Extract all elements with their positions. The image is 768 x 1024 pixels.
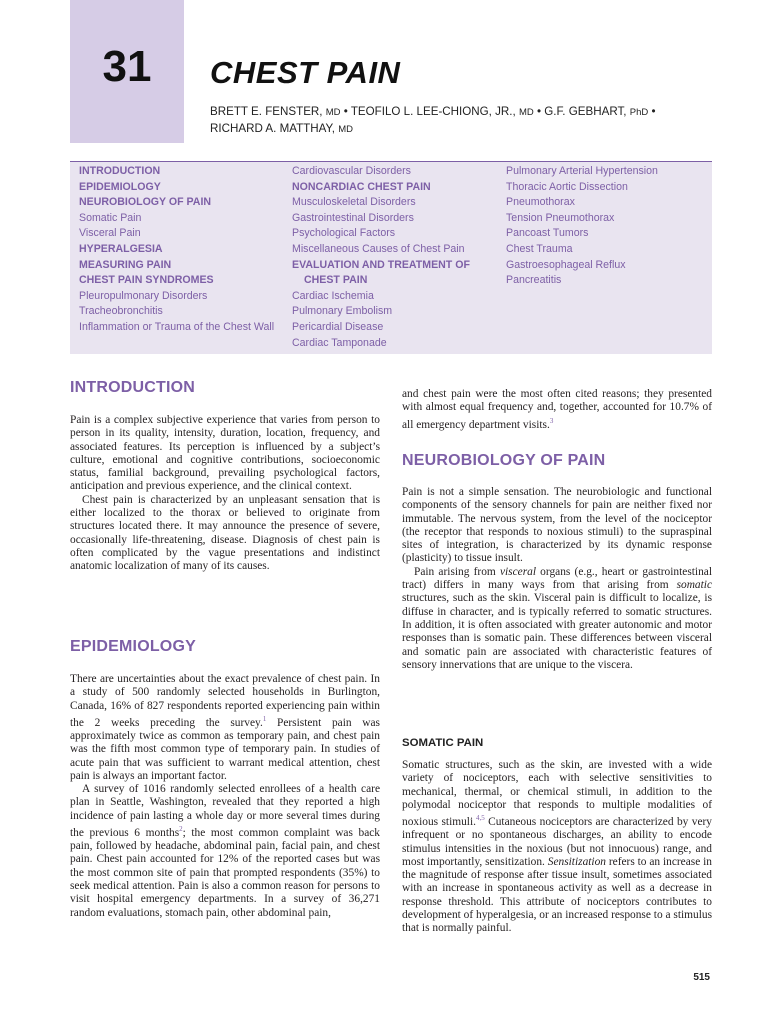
outline-item[interactable]: Thoracic Aortic Dissection [506, 180, 628, 193]
chapter-number-box [70, 0, 184, 143]
outline-item[interactable]: INTRODUCTION [79, 165, 161, 177]
citation-ref[interactable]: 4,5 [475, 814, 485, 823]
paragraph: Chest pain is characterized by an unpleasant sensation that is either localized to the thorax or believed to originate from structures located there. It may announce the presence of severe, occasionally life-threatening, disease. Diagnosis of chest pain is often complicated by the vague presentations and indistinct anatomic localization of many of its causes. [70, 493, 380, 573]
paragraph: Pain is not a simple sensation. The neurobiologic and functional components of the sensory channels for pain are neither fixed nor immutable. The nervous system, from the level of the nociceptor (the receptor that responds to noxious stimuli) to the supraspinal sites of integration, is characterized by its dynamic response (plasticity) to tissue insult. [402, 486, 712, 565]
outline-item[interactable]: Tracheobronchitis [79, 305, 163, 318]
section-heading-epidemiology: EPIDEMIOLOGY [70, 638, 196, 655]
outline-item[interactable]: Cardiovascular Disorders [292, 165, 411, 177]
page-number: 515 [693, 972, 710, 983]
outline-column-1 [79, 164, 284, 336]
subsection-heading-somatic-pain: SOMATIC PAIN [402, 737, 484, 749]
outline-item[interactable]: Chest Trauma [506, 242, 573, 255]
citation-ref[interactable]: 3 [549, 416, 554, 425]
epidemiology-continued [402, 388, 712, 432]
outline-item[interactable]: NONCARDIAC CHEST PAIN [292, 180, 431, 193]
outline-item[interactable]: HYPERALGESIA [79, 242, 163, 255]
paragraph: Somatic structures, such as the skin, are invested with a wide variety of nociceptors, each with selective sensitivities to mechanical, thermal, or chemical stimuli, in addition to the polymodal nociceptor that responds to multiple modalities of noxious stimuli.$^{4,5}$ Cutaneous nociceptors are characterized by very infrequent or no spontaneous discharges, an ability to encode stimulus intensities in the noxious (but not innocuous) range, and most importantly, sensitization. Sensitization refers to an increase in the magnitude of response after tissue insult, sometimes associated with an increase in spontaneous activity as well as a decrease in response threshold. This attribute of nociceptors contributes to development of hyperalgesia, or an increased response to a stimulus that is normally painful. [402, 759, 712, 935]
paragraph: Pain is a complex subjective experience that varies from person to person in its quality, intensity, duration, location, frequency, and associated features. Its perception is influenced by a subject’s culture, emotional and cognitive contributions, socioeconomic status, familial background, prevailing psychological factors, anticipation and previous experience, and the clinical context. [70, 414, 380, 493]
outline-item[interactable]: Psychological Factors [292, 227, 396, 240]
outline-item[interactable]: Cardiac Tamponade [292, 336, 387, 349]
chapter-outline [70, 162, 712, 354]
outline-item[interactable]: Pancoast Tumors [506, 227, 589, 240]
outline-item[interactable]: Pulmonary Embolism [292, 305, 393, 318]
paragraph: and chest pain were the most often cited reasons; they presented with almost equal frequency and, together, accounted for 10.7% of all emergency department visits.$^3$ [402, 388, 712, 431]
outline-column-3 [506, 164, 706, 289]
epidemiology-body [70, 673, 380, 920]
authors [210, 104, 710, 138]
section-heading-neurobiology: NEUROBIOLOGY OF PAIN [402, 452, 606, 469]
authors-line-1: BRETT E. FENSTER, MD • TEOFILO L. LEE-CHIONG, JR., MD • G.F. GEBHART, PhD • [210, 105, 656, 118]
outline-item[interactable]: Pneumothorax [506, 196, 575, 209]
neurobiology-body [402, 486, 712, 672]
paragraph: There are uncertainties about the exact prevalence of chest pain. In a study of 500 randomly selected households in Burlington, Canada, 16% of 827 respondents reported experiencing pain within the 2 weeks preceding the survey.$^1$ Persistent pain was approximately twice as common as temporary pain, and chest pain was the fifth most common type of temporary pain. In studies of acute pain that was sufficient to warrant medical attention, chest pain is always an important factor. [70, 673, 380, 782]
outline-item[interactable]: MEASURING PAIN [79, 258, 172, 271]
section-heading-introduction: INTRODUCTION [70, 379, 196, 396]
paragraph: Pain arising from visceral organs (e.g., heart or gastrointestinal tract) differs in many ways from that arising from somatic structures, such as the skin. Visceral pain is difficult to localize, is diffuse in character, and is typically referred to somatic structures. In addition, it is often associated with greater autonomic and motor responses than is somatic pain. These differences between visceral and somatic pain are associated with characteristic features of sensory innervations that are unique to the viscera. [402, 565, 712, 671]
outline-item[interactable]: CHEST PAIN SYNDROMES [79, 274, 214, 287]
outline-item[interactable]: Somatic Pain [79, 211, 142, 224]
outline-item[interactable]: Pleuropulmonary Disorders [79, 289, 208, 302]
outline-item[interactable]: Miscellaneous Causes of Chest Pain [292, 242, 465, 255]
outline-item[interactable]: Visceral Pain [79, 227, 141, 240]
outline-item[interactable]: Inflammation or Trauma of the Chest Wall [79, 320, 275, 333]
citation-ref[interactable]: 2 [179, 825, 183, 834]
outline-item[interactable]: EVALUATION AND TREATMENT OF CHEST PAIN [292, 258, 470, 287]
chapter-number: 31 [102, 42, 152, 91]
outline-item[interactable]: Gastrointestinal Disorders [292, 211, 414, 224]
outline-item[interactable]: Musculoskeletal Disorders [292, 196, 416, 209]
paragraph: A survey of 1016 randomly selected enrollees of a health care plan in Seattle, Washington, revealed that they reported a high incidence of pain lasting a whole day or more several times during the previous 6 months$^2$; the most common complaint was back pain, followed by headache, abdominal pain, facial pain, and chest pain. Chest pain accounted for 12% of the reported cases but was the most common site of pain that prompted respondents (35%) to seek medical attention. Pain is also a common reason for persons to visit hospital emergency departments. In a survey of 36,271 random evaluations, stomach pain, other abdominal pain, [70, 783, 380, 919]
outline-item[interactable]: Cardiac Ischemia [292, 289, 374, 302]
outline-item[interactable]: EPIDEMIOLOGY [79, 180, 161, 193]
somatic-pain-body [402, 759, 712, 936]
citation-ref[interactable]: 1 [262, 714, 267, 723]
outline-item[interactable]: Gastroesophageal Reflux [506, 258, 626, 271]
outline-item[interactable]: Pericardial Disease [292, 320, 384, 333]
outline-item[interactable]: Pulmonary Arterial Hypertension [506, 165, 658, 177]
outline-column-2 [292, 164, 492, 351]
outline-item[interactable]: Tension Pneumothorax [506, 211, 615, 224]
outline-item[interactable]: Pancreatitis [506, 274, 562, 287]
authors-line-2: RICHARD A. MATTHAY, MD [210, 122, 353, 135]
chapter-title: CHEST PAIN [210, 55, 401, 90]
outline-item[interactable]: NEUROBIOLOGY OF PAIN [79, 196, 212, 209]
introduction-body [70, 414, 380, 574]
